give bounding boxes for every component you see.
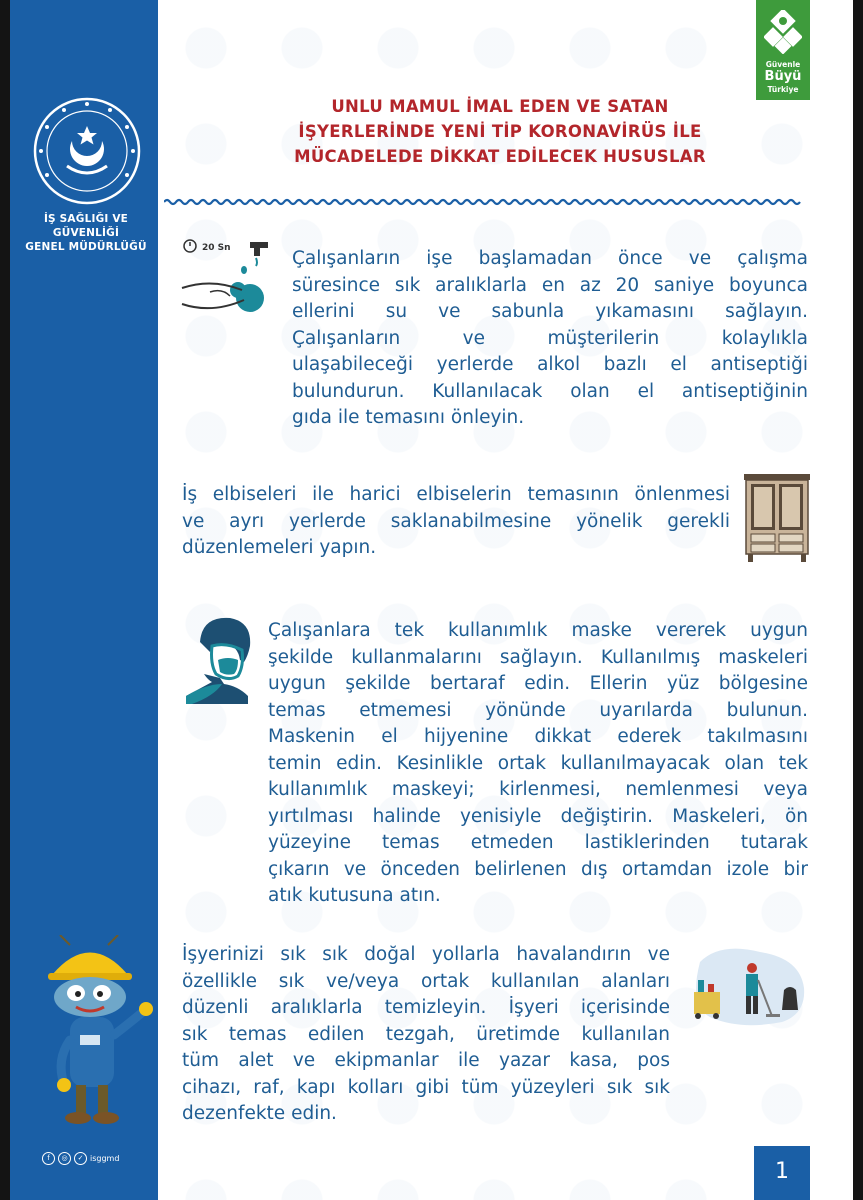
paragraph-work-clothes: [182, 482, 730, 562]
facebook-icon[interactable]: f: [42, 1152, 55, 1165]
text-line: bulundurun. Kullanılacak olan el antiseptiğinin: [292, 380, 808, 402]
text-line: temin edin. Kesinlikle ortak kullanılmayacak olan tek: [268, 752, 808, 774]
text-line: süresince sık aralıklarla en az 20 saniye boyunca: [292, 274, 808, 296]
text-line: Çalışanların ve müşterilerin kolaylıkla: [292, 327, 808, 349]
org-line-2: GENEL MÜDÜRLÜĞÜ: [25, 241, 147, 253]
text-line: Çalışanlara tek kullanımlık maske vererek uygun: [268, 620, 808, 641]
sidebar: [10, 0, 158, 1200]
right-frame-border: [853, 0, 863, 1200]
text-line: ve ayrı yerlerde saklanabilmesine yönelik gerekli: [182, 510, 730, 532]
social-handle: isggmd: [90, 1154, 120, 1163]
wardrobe-icon: [742, 472, 812, 564]
document-title: [210, 94, 790, 169]
text-line: atık kutusuna atın.: [268, 885, 441, 906]
text-line: şekilde kullanmalarını sağlayın. Kullanılmış maskeleri: [268, 646, 808, 668]
text-line: Çalışanların işe başlamadan önce ve çalışma: [292, 248, 808, 269]
mascot-worker-icon: [30, 935, 160, 1135]
badge-line-1: Güvenle: [765, 60, 801, 69]
left-frame-border: [0, 0, 10, 1200]
instagram-icon[interactable]: ◎: [58, 1152, 71, 1165]
text-line: ulaşabileceği yerlerde alkol bazlı el antiseptiği: [292, 354, 808, 375]
text-line: özellikle sık ve/veya ortak kullanılan alanları: [182, 970, 670, 992]
twitter-icon[interactable]: ✓: [74, 1152, 87, 1165]
face-mask-person-icon: [182, 614, 252, 704]
text-line: ellerini su ve sabunla yıkamasını sağlayın.: [292, 301, 808, 322]
wavy-divider: [164, 198, 854, 206]
ministry-seal-icon: [32, 96, 142, 206]
handwash-timer-label: 20 Sn: [202, 243, 231, 253]
paragraph-masks: [268, 618, 808, 910]
text-line: yırtılması halinde yenisiyle değiştirin. Maskeleri, ön: [268, 805, 808, 827]
text-line: dezenfekte edin.: [182, 1103, 337, 1124]
paragraph-handwashing: [292, 246, 808, 432]
text-line: kullanımlık maskeyi; kirlenmesi, nemlenmesi veya: [268, 779, 808, 800]
text-line: gıda ile temasını önleyin.: [292, 407, 525, 428]
text-line: Maskenin el hijyenine dikkat ederek takılmasını: [268, 726, 808, 747]
badge-line-3: Türkiye: [767, 85, 799, 94]
text-line: çıkarın ve önceden belirlenen dış ortamdan izole bir: [268, 858, 808, 880]
text-line: uygun şekilde bertaraf edin. Ellerin yüz bölgesine: [268, 673, 808, 694]
badge-line-2: Büyü: [764, 69, 802, 84]
title-line-2: İŞYERLERİNDE YENİ TİP KORONAVİRÜS İLE: [298, 122, 702, 141]
flower-logo-icon: [764, 10, 802, 54]
social-links: [42, 1152, 119, 1165]
title-line-1: UNLU MAMUL İMAL EDEN VE SATAN: [331, 97, 669, 116]
text-line: düzenli aralıklarla temizleyin. İşyeri içerisinde: [182, 997, 670, 1018]
text-line: cihazı, raf, kapı kolları gibi tüm yüzeyleri sık sık: [182, 1076, 670, 1098]
title-line-3: MÜCADELEDE DİKKAT EDİLECEK HUSUSLAR: [294, 147, 706, 166]
text-line: İş elbiseleri ile harici elbiselerin temasının önlenmesi: [182, 484, 730, 505]
cleaning-worker-icon: [686, 946, 808, 1026]
text-line: tüm alet ve ekipmanlar ile yazar kasa, pos: [182, 1050, 670, 1071]
page-number: 1: [754, 1146, 810, 1200]
text-line: sık temas edilen tezgah, üretimde kullanılan: [182, 1023, 670, 1045]
org-line-1: İŞ SAĞLIĞI VE GÜVENLİĞİ: [43, 213, 129, 239]
text-line: temas etmemesi yönünde uyarılarda bulunun.: [268, 699, 808, 721]
handwash-icon: [180, 236, 272, 320]
organization-name: [20, 212, 152, 254]
text-line: düzenlemeleri yapın.: [182, 537, 377, 558]
text-line: yüzeyine temas etmeden lastiklerinden tutarak: [268, 832, 808, 853]
paragraph-ventilation-cleaning: [182, 942, 670, 1128]
guvenle-buyu-turkiye-badge: [756, 0, 810, 100]
text-line: İşyerinizi sık sık doğal yollarla havalandırın ve: [182, 944, 670, 965]
